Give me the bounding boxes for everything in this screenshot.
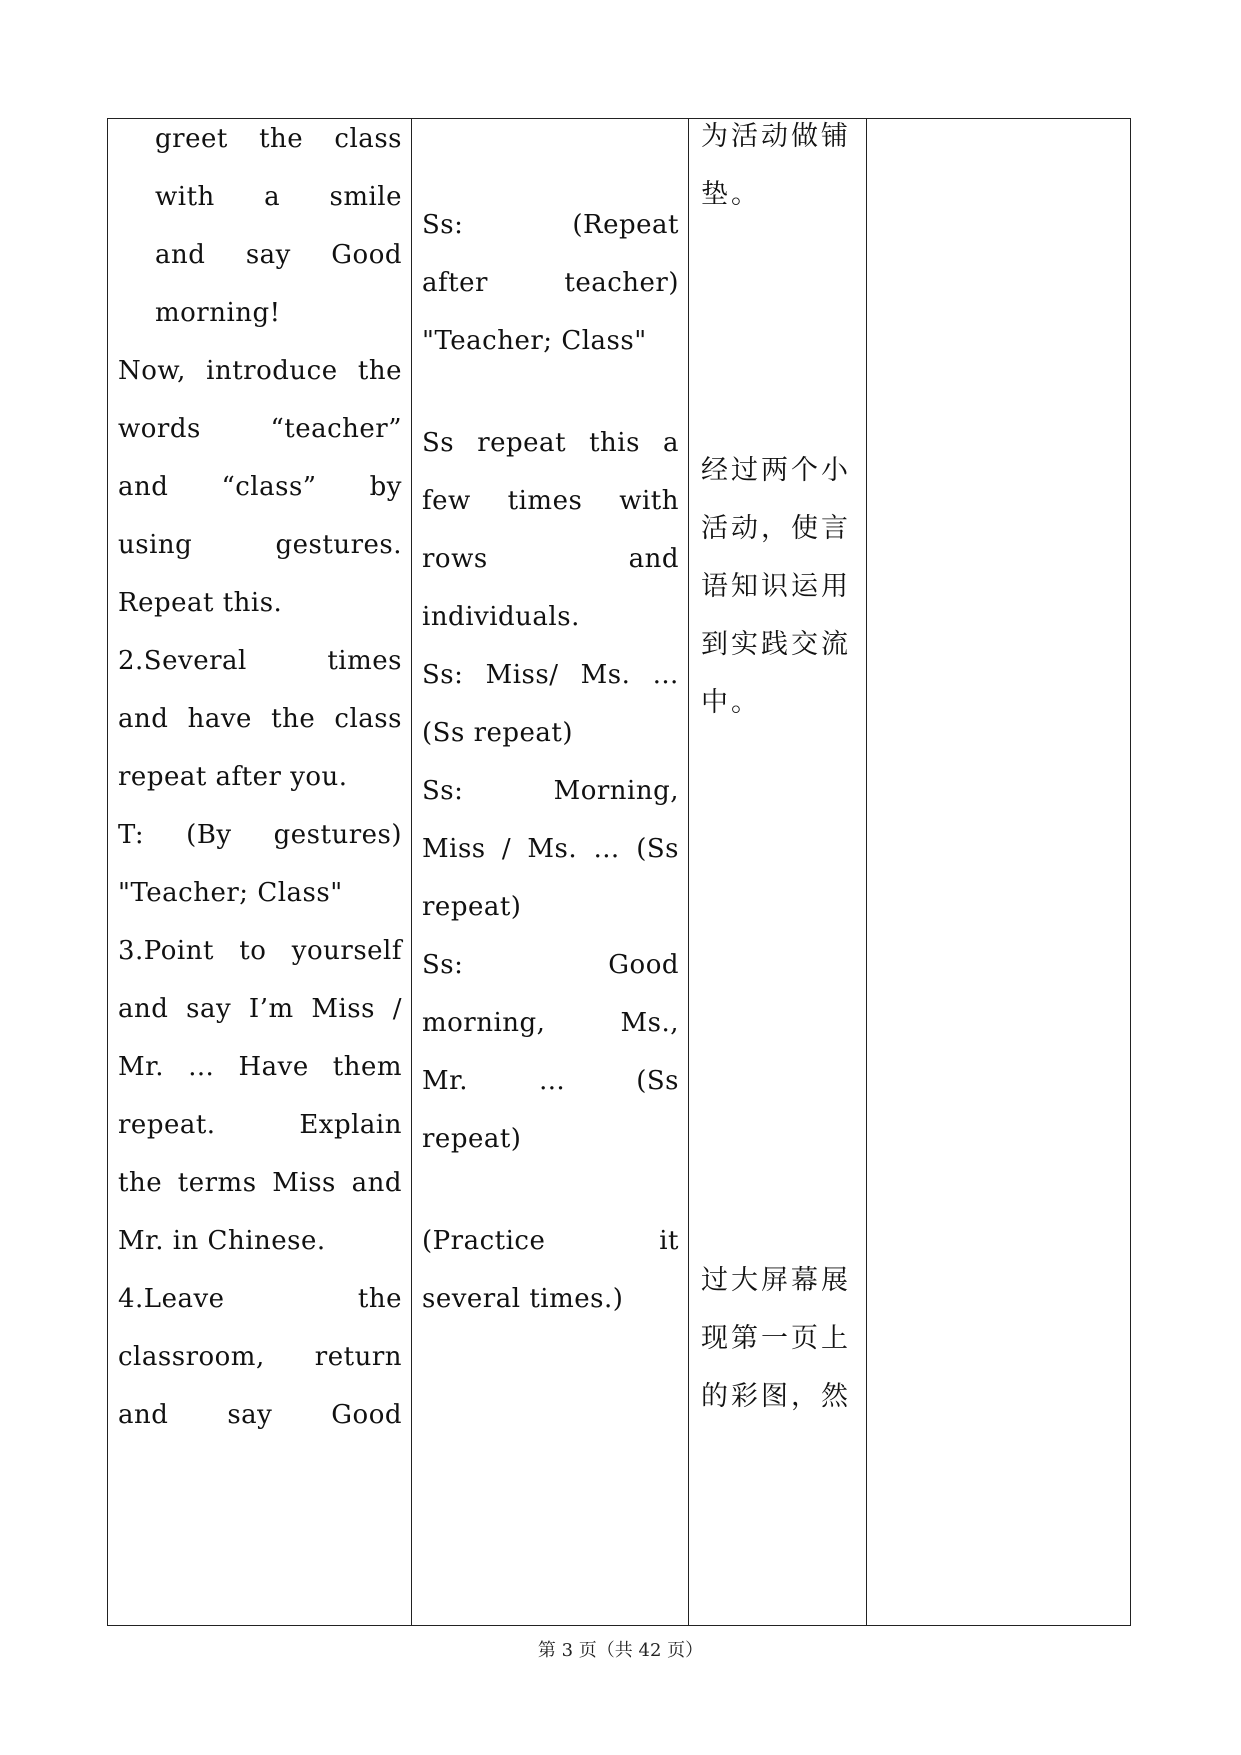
notes-column [867,119,1132,1625]
col1-line: Mr. in Chinese. [118,1226,326,1256]
student-activity-column [412,119,689,1625]
col1-line: and say Good [155,240,402,270]
col3-line: 垫。 [701,179,761,210]
col2-line: morning, Ms., [422,1008,679,1038]
lesson-plan-table [107,118,1131,1626]
col2-line: (Practice it [422,1226,679,1256]
col1-line: and say I’m Miss / [118,994,402,1024]
col3-line: 活动，使言 [701,513,851,544]
col1-line: Now, introduce the [118,356,402,386]
design-intent-column [689,119,867,1625]
col1-line: and “class” by [118,472,402,502]
col1-line: repeat. Explain [118,1110,402,1140]
col2-line: Ss: (Repeat [422,210,679,240]
col2-line: after teacher) [422,268,679,298]
col1-line: T: (By gestures) [118,820,402,850]
col3-line: 现第一页上 [701,1323,851,1354]
col2-line: few times with [422,486,679,516]
col2-line: repeat) [422,892,522,922]
col1-line: 3.Point to yourself [118,936,402,966]
col1-line: and say Good [118,1400,402,1430]
col1-line: with a smile [155,182,402,212]
col1-line: 2.Several times [118,646,402,676]
col2-line: (Ss repeat) [422,718,574,748]
col1-line: and have the class [118,704,402,734]
col2-line: Ss: Morning, [422,776,679,806]
col2-line: Ss repeat this a [422,428,679,458]
col2-line: several times.) [422,1284,624,1314]
col2-line: individuals. [422,602,580,632]
col1-line: 4.Leave the [118,1284,402,1314]
col3-line: 的彩图，然 [701,1381,851,1412]
col1-line: Repeat this. [118,588,283,618]
col2-line: Miss / Ms. … (Ss [422,834,679,864]
col1-line: using gestures. [118,530,402,560]
col1-line: classroom, return [118,1342,402,1372]
col2-line: rows and [422,544,679,574]
teacher-activity-column [108,119,412,1625]
col3-line: 经过两个小 [701,455,851,486]
col1-line: morning! [155,298,281,328]
col2-line: Mr. … (Ss [422,1066,679,1096]
page-footer: 第 3 页（共 42 页） [537,1640,704,1661]
col3-line: 到实践交流 [701,629,851,660]
col1-line: repeat after you. [118,762,348,792]
col2-line: Ss: Miss/ Ms. … [422,660,679,690]
col1-line: the terms Miss and [118,1168,402,1198]
col2-line: Ss: Good [422,950,679,980]
col1-line: Mr. … Have them [118,1052,402,1082]
col1-line: "Teacher; Class" [118,878,343,908]
col3-line: 过大屏幕展 [701,1265,851,1296]
col2-line: "Teacher; Class" [422,326,647,356]
col3-line: 中。 [701,687,761,718]
col1-line: greet the class [155,124,402,154]
col1-line: words “teacher” [118,414,402,444]
col2-line: repeat) [422,1124,522,1154]
col3-line: 为活动做铺 [701,121,851,152]
col3-line: 语知识运用 [701,571,851,602]
